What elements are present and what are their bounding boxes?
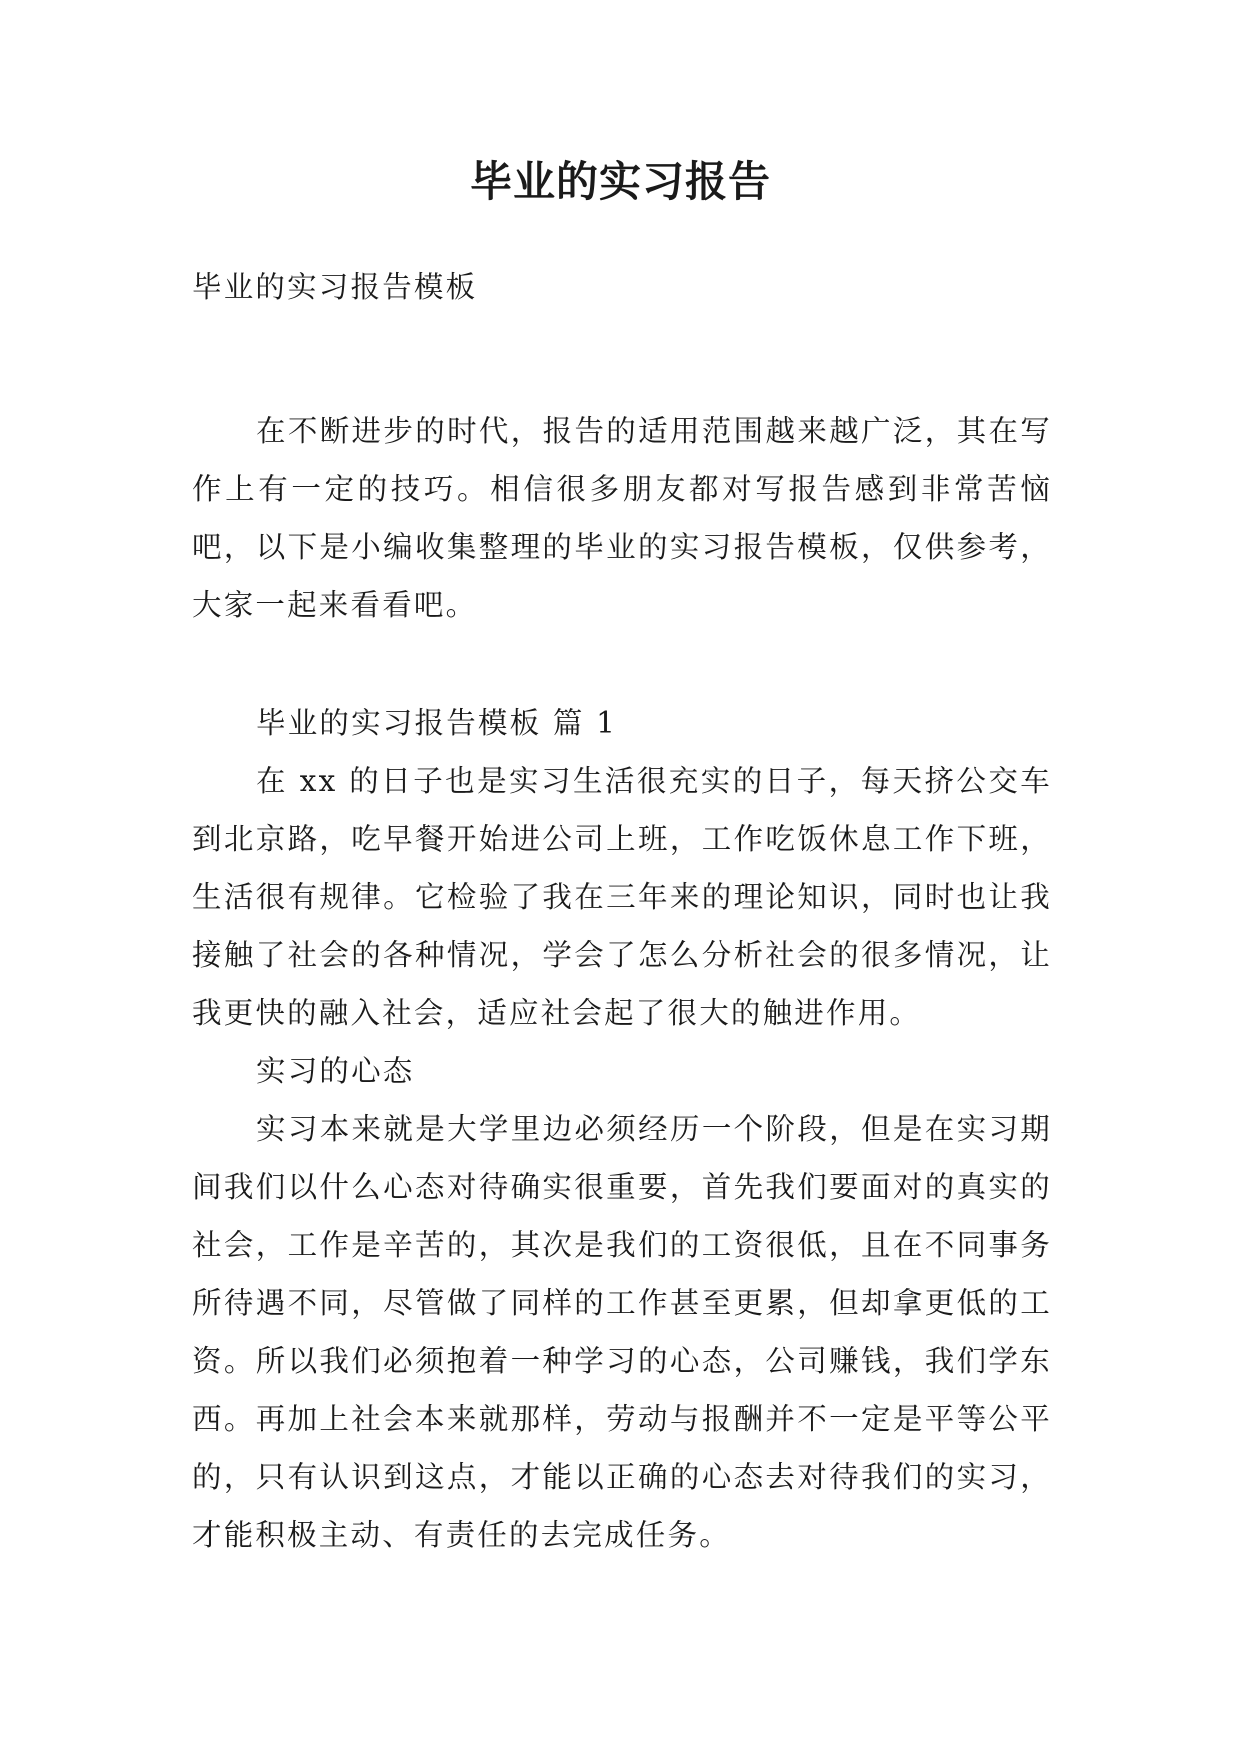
document-subtitle: 毕业的实习报告模板	[192, 270, 478, 304]
section-heading: 毕业的实习报告模板 篇 1	[256, 706, 618, 740]
body-paragraph-1: 在 xx 的日子也是实习生活很充实的日子，每天挤公交车到北京路，吃早餐开始进公司上班，工作吃饭休息工作下班，生活很有规律。它检验了我在三年来的理论知识，同时也让我接触了社会的各种情况，学会了怎么分析社会的很多情况，让我更快的融入社会，适应社会起了很大的触进作用。	[192, 764, 1052, 1030]
section-block	[192, 694, 1052, 1564]
body-paragraph-2: 实习本来就是大学里边必须经历一个阶段，但是在实习期间我们以什么心态对待确实很重要，首先我们要面对的真实的社会，工作是辛苦的，其次是我们的工资很低，且在不同事务所待遇不同，尽管做了同样的工作甚至更累，但却拿更低的工资。所以我们必须抱着一种学习的心态，公司赚钱，我们学东西。再加上社会本来就那样，劳动与报酬并不一定是平等公平的，只有认识到这点，才能以正确的心态去对待我们的实习，才能积极主动、有责任的去完成任务。	[192, 1112, 1052, 1552]
subheading-mindset: 实习的心态	[256, 1054, 415, 1088]
document-title: 毕业的实习报告	[469, 157, 771, 206]
intro-paragraph: 在不断进步的时代，报告的适用范围越来越广泛，其在写作上有一定的技巧。相信很多朋友都对写报告感到非常苦恼吧，以下是小编收集整理的毕业的实习报告模板，仅供参考，大家一起来看看吧。	[192, 414, 1052, 622]
